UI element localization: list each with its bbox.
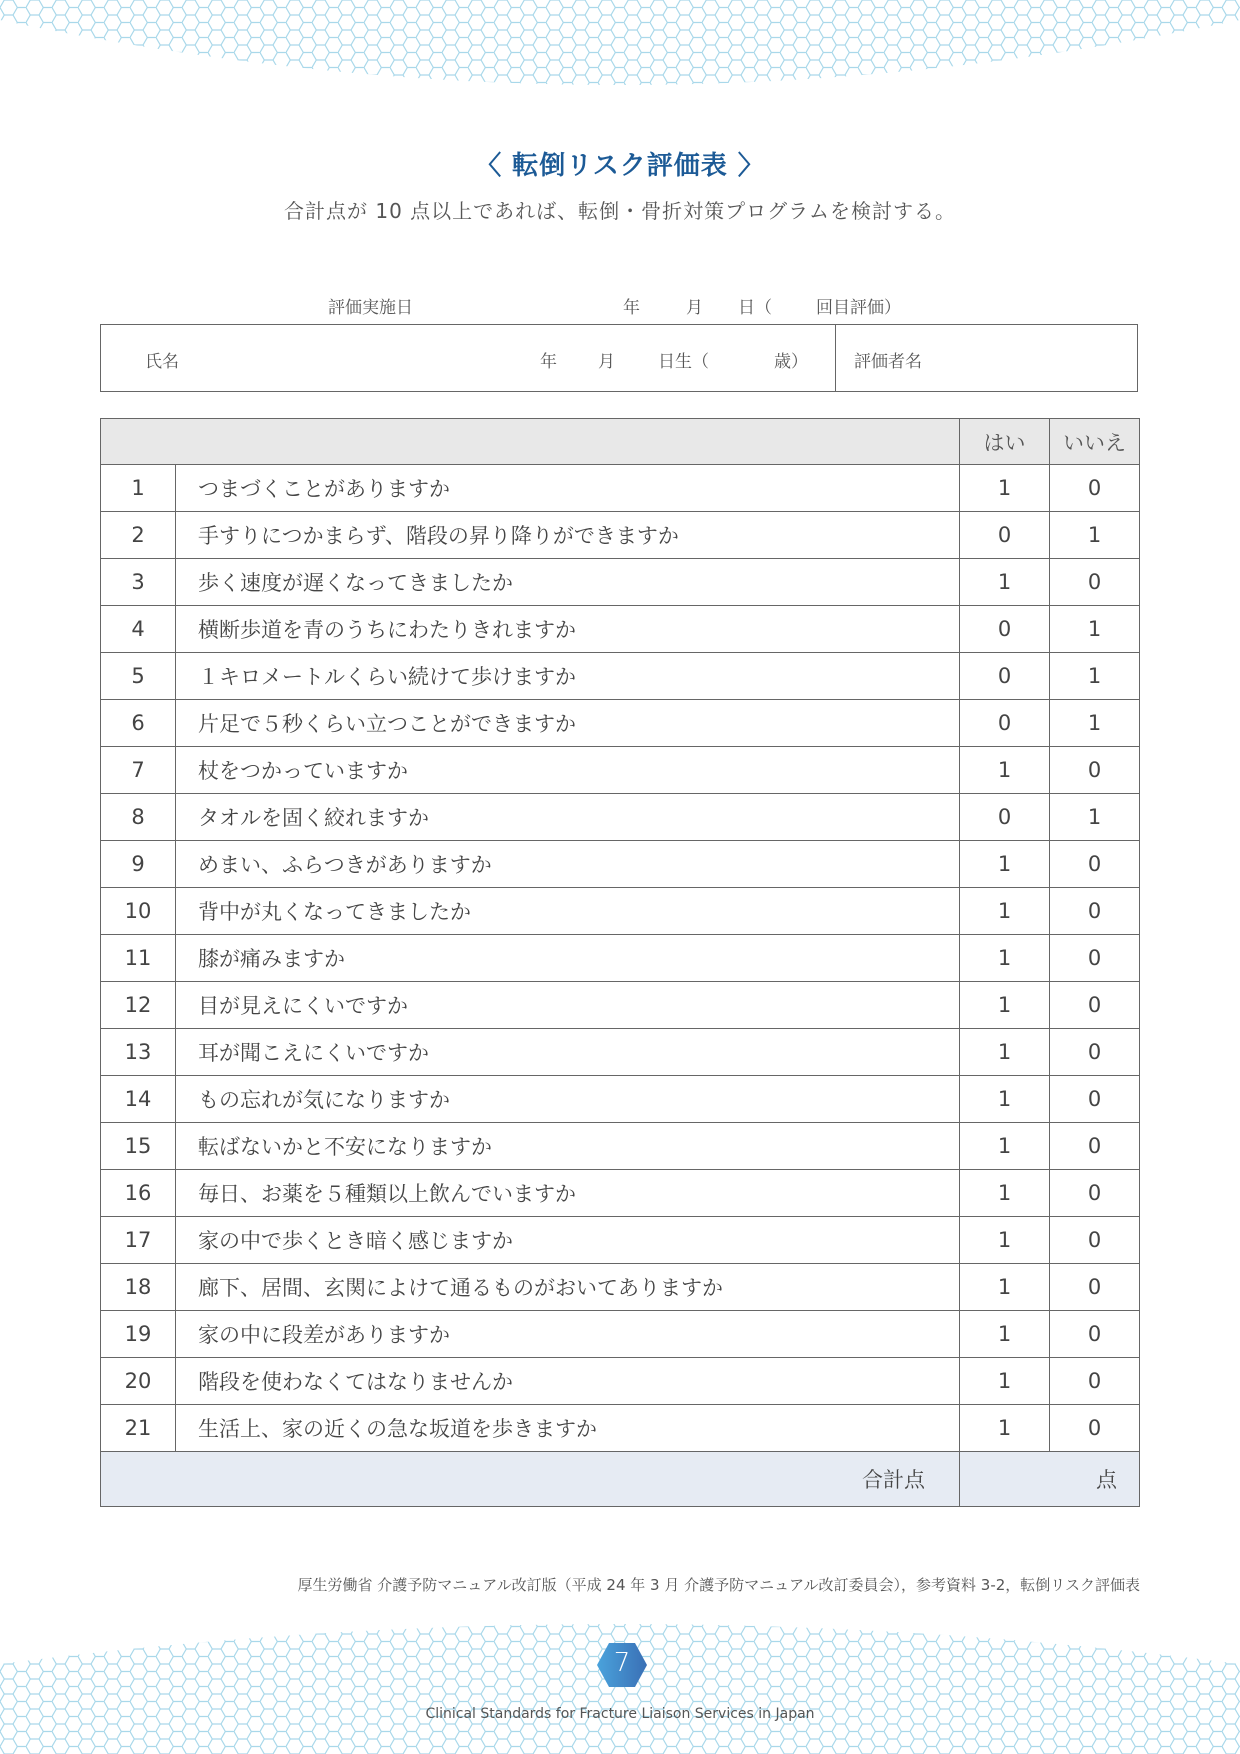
- table-row: [101, 653, 1140, 700]
- question-number: 15: [101, 1123, 176, 1170]
- yes-score: 1: [960, 1170, 1050, 1217]
- question-number: 12: [101, 982, 176, 1029]
- table-row: [101, 888, 1140, 935]
- yes-score: 1: [960, 1405, 1050, 1452]
- question-text: 膝が痛みますか: [176, 935, 960, 982]
- question-text: 歩く速度が遅くなってきましたか: [176, 559, 960, 606]
- table-row: [101, 841, 1140, 888]
- page-title: 〈 転倒リスク評価表 〉: [475, 151, 765, 181]
- question-number: 18: [101, 1264, 176, 1311]
- question-number: 21: [101, 1405, 176, 1452]
- no-score: 1: [1050, 700, 1140, 747]
- question-text: 毎日、お薬を５種類以上飲んでいますか: [176, 1170, 960, 1217]
- yes-score: 0: [960, 606, 1050, 653]
- no-score: 0: [1050, 465, 1140, 512]
- yes-score: 0: [960, 512, 1050, 559]
- yes-score: 1: [960, 1076, 1050, 1123]
- question-number: 1: [101, 465, 176, 512]
- question-text: タオルを固く絞れますか: [176, 794, 960, 841]
- question-text: めまい、ふらつきがありますか: [176, 841, 960, 888]
- table-row: [101, 747, 1140, 794]
- table-row: [101, 559, 1140, 606]
- header-yes: はい: [960, 419, 1050, 465]
- patient-info-box: [100, 324, 1138, 392]
- table-row: [101, 1405, 1140, 1452]
- table-row: [101, 794, 1140, 841]
- yes-score: 0: [960, 794, 1050, 841]
- question-text: 杖をつかっていますか: [176, 747, 960, 794]
- question-number: 13: [101, 1029, 176, 1076]
- table-row: [101, 1264, 1140, 1311]
- table-row: [101, 935, 1140, 982]
- question-text: つまづくことがありますか: [176, 465, 960, 512]
- evaluation-year: 年: [623, 298, 640, 318]
- yes-score: 0: [960, 653, 1050, 700]
- question-number: 19: [101, 1311, 176, 1358]
- yes-score: 1: [960, 1217, 1050, 1264]
- yes-score: 1: [960, 1311, 1050, 1358]
- age-label: 歳）: [774, 352, 808, 372]
- table-row: [101, 982, 1140, 1029]
- citation: 厚生労働省 介護予防マニュアル改訂版（平成 24 年 3 月 介護予防マニュアル改訂委員会），参考資料 3-2，転倒リスク評価表: [297, 1576, 1140, 1594]
- evaluation-count: 回目評価）: [816, 298, 901, 318]
- table-row: [101, 512, 1140, 559]
- question-number: 6: [101, 700, 176, 747]
- no-score: 1: [1050, 512, 1140, 559]
- question-text: 生活上、家の近くの急な坂道を歩きますか: [176, 1405, 960, 1452]
- question-text: 耳が聞こえにくいですか: [176, 1029, 960, 1076]
- yes-score: 1: [960, 1358, 1050, 1405]
- question-text: 家の中に段差がありますか: [176, 1311, 960, 1358]
- total-row: [101, 1452, 1140, 1507]
- birth-year: 年: [540, 352, 557, 372]
- evaluation-date-row: [100, 293, 1140, 317]
- no-score: 1: [1050, 606, 1140, 653]
- question-text: 家の中で歩くとき暗く感じますか: [176, 1217, 960, 1264]
- question-text: 手すりにつかまらず、階段の昇り降りができますか: [176, 512, 960, 559]
- birth-day: 日生（: [658, 352, 709, 372]
- evaluation-month: 月: [686, 298, 703, 318]
- evaluation-day: 日（: [738, 298, 772, 318]
- no-score: 1: [1050, 653, 1140, 700]
- question-text: 目が見えにくいですか: [176, 982, 960, 1029]
- header-no: いいえ: [1050, 419, 1140, 465]
- question-text: １キロメートルくらい続けて歩けますか: [176, 653, 960, 700]
- question-number: 14: [101, 1076, 176, 1123]
- no-score: 0: [1050, 1311, 1140, 1358]
- no-score: 0: [1050, 1123, 1140, 1170]
- question-number: 5: [101, 653, 176, 700]
- question-number: 2: [101, 512, 176, 559]
- question-number: 3: [101, 559, 176, 606]
- evaluator-label: 評価者名: [854, 352, 922, 372]
- yes-score: 1: [960, 1264, 1050, 1311]
- question-number: 8: [101, 794, 176, 841]
- no-score: 0: [1050, 1217, 1140, 1264]
- page-subtitle: 合計点が 10 点以上であれば、転倒・骨折対策プログラムを検討する。: [284, 199, 956, 223]
- no-score: 0: [1050, 559, 1140, 606]
- yes-score: 1: [960, 1029, 1050, 1076]
- footer-text: Clinical Standards for Fracture Liaison Services in Japan: [425, 1706, 815, 1722]
- table-row: [101, 1123, 1140, 1170]
- evaluation-date-label: 評価実施日: [328, 298, 413, 318]
- question-text: 廊下、居間、玄関によけて通るものがおいてありますか: [176, 1264, 960, 1311]
- question-text: 横断歩道を青のうちにわたりきれますか: [176, 606, 960, 653]
- question-number: 9: [101, 841, 176, 888]
- no-score: 0: [1050, 935, 1140, 982]
- yes-score: 1: [960, 841, 1050, 888]
- question-number: 4: [101, 606, 176, 653]
- table-row: [101, 1311, 1140, 1358]
- yes-score: 1: [960, 935, 1050, 982]
- hexagon-pattern-top: [0, 0, 1240, 100]
- question-number: 11: [101, 935, 176, 982]
- no-score: 1: [1050, 794, 1140, 841]
- no-score: 0: [1050, 888, 1140, 935]
- info-divider: [835, 325, 836, 391]
- name-label: 氏名: [145, 352, 179, 372]
- no-score: 0: [1050, 1264, 1140, 1311]
- table-row: [101, 1076, 1140, 1123]
- no-score: 0: [1050, 747, 1140, 794]
- question-text: 階段を使わなくてはなりませんか: [176, 1358, 960, 1405]
- table-row: [101, 1170, 1140, 1217]
- yes-score: 1: [960, 747, 1050, 794]
- question-text: 片足で５秒くらい立つことができますか: [176, 700, 960, 747]
- total-label: 合計点: [101, 1452, 960, 1507]
- no-score: 0: [1050, 982, 1140, 1029]
- question-text: もの忘れが気になりますか: [176, 1076, 960, 1123]
- no-score: 0: [1050, 1405, 1140, 1452]
- yes-score: 1: [960, 1123, 1050, 1170]
- header-blank: [101, 419, 960, 465]
- no-score: 0: [1050, 1076, 1140, 1123]
- table-row: [101, 1358, 1140, 1405]
- table-row: [101, 1217, 1140, 1264]
- fall-risk-table: [100, 418, 1140, 1507]
- table-header-row: [101, 419, 1140, 465]
- question-number: 7: [101, 747, 176, 794]
- yes-score: 1: [960, 888, 1050, 935]
- question-number: 20: [101, 1358, 176, 1405]
- yes-score: 1: [960, 465, 1050, 512]
- no-score: 0: [1050, 841, 1140, 888]
- no-score: 0: [1050, 1170, 1140, 1217]
- question-number: 17: [101, 1217, 176, 1264]
- birth-month: 月: [598, 352, 615, 372]
- table-row: [101, 465, 1140, 512]
- table-row: [101, 700, 1140, 747]
- no-score: 0: [1050, 1029, 1140, 1076]
- no-score: 0: [1050, 1358, 1140, 1405]
- question-text: 転ばないかと不安になりますか: [176, 1123, 960, 1170]
- yes-score: 1: [960, 982, 1050, 1029]
- yes-score: 1: [960, 559, 1050, 606]
- table-row: [101, 1029, 1140, 1076]
- question-number: 16: [101, 1170, 176, 1217]
- question-number: 10: [101, 888, 176, 935]
- total-value: 点: [960, 1452, 1140, 1507]
- page-number-badge: [597, 1643, 647, 1687]
- page-number: 7: [613, 1648, 631, 1678]
- question-text: 背中が丸くなってきましたか: [176, 888, 960, 935]
- table-row: [101, 606, 1140, 653]
- yes-score: 0: [960, 700, 1050, 747]
